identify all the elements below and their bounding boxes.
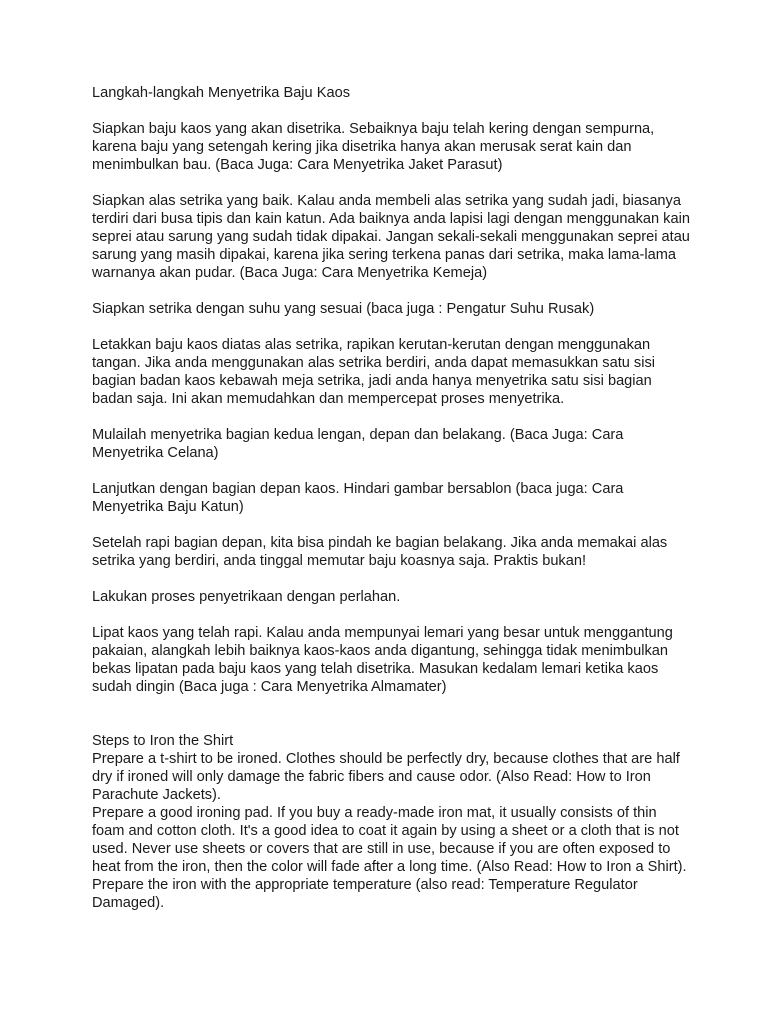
document-page <box>92 84 692 912</box>
paragraph-id-7: Setelah rapi bagian depan, kita bisa pindah ke bagian belakang. Jika anda memakai alas setrika yang berdiri, anda tinggal memutar baju koasnya saja. Praktis bukan! <box>92 535 668 569</box>
document-title: Langkah-langkah Menyetrika Baju Kaos <box>92 85 350 101</box>
paragraph-id-5: Mulailah menyetrika bagian kedua lengan, depan dan belakang. (Baca Juga: Cara Menyetrika Celana) <box>92 427 624 461</box>
paragraph-id-9: Lipat kaos yang telah rapi. Kalau anda mempunyai lemari yang besar untuk menggantung pakaian, alangkah lebih baiknya kaos-kaos anda digantung, sehingga tidak menimbulkan bekas lipatan pada baju kaos yang telah disetrika. Masukan kedalam lemari ketika kaos sudah dingin (Baca juga : Cara Menyetrika Almamater) <box>92 625 673 695</box>
paragraph-id-1: Siapkan baju kaos yang akan disetrika. Sebaiknya baju telah kering dengan sempurna, karena baju yang setengah kering jika disetrika hanya akan merusak serat kain dan menimbulkan bau. (Baca Juga: Cara Menyetrika Jaket Parasut) <box>92 121 655 173</box>
paragraph-en-3: Prepare the iron with the appropriate temperature (also read: Temperature Regulator Damaged). <box>92 877 638 911</box>
paragraph-id-8: Lakukan proses penyetrikaan dengan perlahan. <box>92 589 401 605</box>
english-section-title: Steps to Iron the Shirt <box>92 733 234 749</box>
paragraph-id-3: Siapkan setrika dengan suhu yang sesuai (baca juga : Pengatur Suhu Rusak) <box>92 301 595 317</box>
paragraph-en-1: Prepare a t-shirt to be ironed. Clothes should be perfectly dry, because clothes that are half dry if ironed will only damage the fabric fibers and cause odor. (Also Read: How to Iron Parachute Jackets). <box>92 751 680 803</box>
paragraph-id-2: Siapkan alas setrika yang baik. Kalau anda membeli alas setrika yang sudah jadi, biasanya terdiri dari busa tipis dan kain katun. Ada baiknya anda lapisi lagi dengan menggunakan kain seprei atau sarung yang sudah tidak dipakai. Jangan sekali-sekali menggunakan seprei atau sarung yang masih dipakai, karena jika sering terkena panas dari setrika, maka lama-lama warnanya akan pudar. (Baca Juga: Cara Menyetrika Kemeja) <box>92 193 690 281</box>
paragraph-en-2: Prepare a good ironing pad. If you buy a ready-made iron mat, it usually consists of thin foam and cotton cloth. It's a good idea to coat it again by using a sheet or a cloth that is not used. Never use sheets or covers that are still in use, because if you are often exposed to heat from the iron, then the color will fade after a long time. (Also Read: How to Iron a Shirt). <box>92 805 687 875</box>
paragraph-id-6: Lanjutkan dengan bagian depan kaos. Hindari gambar bersablon (baca juga: Cara Menyetrika Baju Katun) <box>92 481 624 515</box>
paragraph-id-4: Letakkan baju kaos diatas alas setrika, rapikan kerutan-kerutan dengan menggunakan tangan. Jika anda menggunakan alas setrika berdiri, anda dapat memasukkan satu sisi bagian badan kaos kebawah meja setrika, jadi anda hanya menyetrika satu sisi bagian badan saja. Ini akan memudahkan dan mempercepat proses menyetrika. <box>92 337 656 407</box>
